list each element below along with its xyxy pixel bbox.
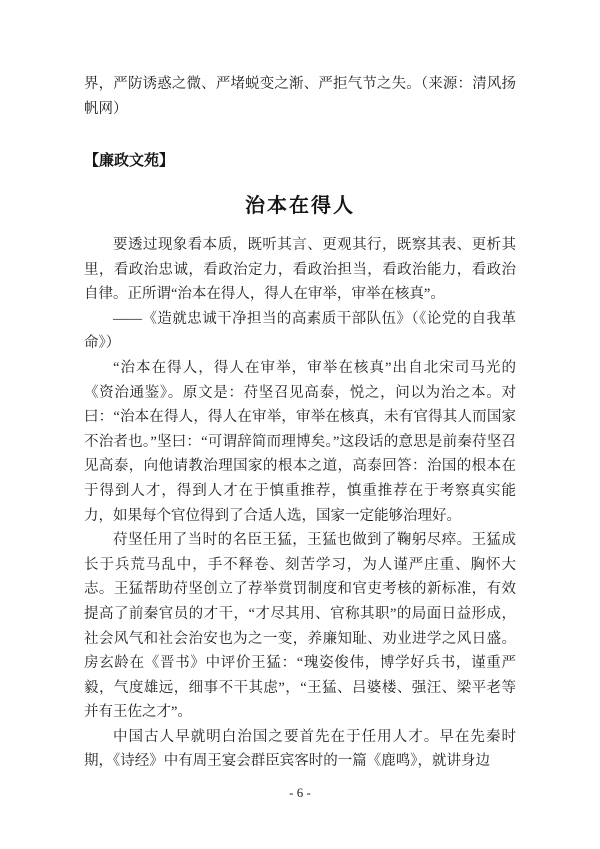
body-paragraph: 中国古人早就明白治国之要首先在于任用人才。早在先秦时期，《诗经》中有周王宴会群臣宾客时的一篇《鹿鸣》，就讲身边 [84, 728, 516, 770]
section-header: 【廉政文苑】 [84, 153, 175, 169]
article-title: 治本在得人 [245, 195, 355, 217]
continuation-paragraph: 界，严防诱惑之微、严堵蜕变之渐、严拒气节之失。（来源：清风扬帆网） [84, 76, 516, 117]
body-paragraph: 苻坚任用了当时的名臣王猛，王猛也做到了鞠躬尽瘁。王猛成长于兵荒马乱中，手不释卷、刻苦学习，为人谨严庄重、胸怀大志。王猛帮助苻坚创立了荐举赏罚制度和官吏考核的新标准，有效提高了前秦官员的才干，“才尽其用、官称其职”的局面日益形成，社会风气和社会治安也为之一变，养廉知耻、劝业进学之风日盛。房玄龄在《晋书》中评价王猛：“瑰姿俊伟，博学好兵书，谨重严毅，气度雄远，细事不干其虑”，“王猛、吕婆楼、强汪、梁平老等并有王佐之才”。 [84, 532, 516, 721]
text-column [84, 72, 516, 774]
article-body [84, 233, 516, 774]
body-paragraph: “治本在得人，得人在审举，审举在核真”出自北宋司马光的《资治通鉴》。原文是：苻坚召见高泰，悦之，问以为治之本。对曰：“治本在得人，得人在审举，审举在核真，未有官得其人而国家不治者也。”坚曰：“可谓辞简而理博矣。”这段话的意思是前秦苻坚召见高泰，向他请教治理国家的根本之道，高泰回答：治国的根本在于得到人才，得到人才在于慎重推荐，慎重推荐在于考察真实能力，如果每个官位得到了合适人选，国家一定能够治理好。 [84, 359, 516, 524]
page-number: - 6 - [289, 785, 311, 800]
body-paragraph: ——《造就忠诚干净担当的高素质干部队伍》（《论党的自我革命》） [84, 310, 516, 352]
body-paragraph: 要透过现象看本质，既听其言、更观其行，既察其表、更析其里，看政治忠诚，看政治定力，看政治担当，看政治能力，看政治自律。正所谓“治本在得人，得人在审举，审举在核真”。 [84, 237, 516, 303]
